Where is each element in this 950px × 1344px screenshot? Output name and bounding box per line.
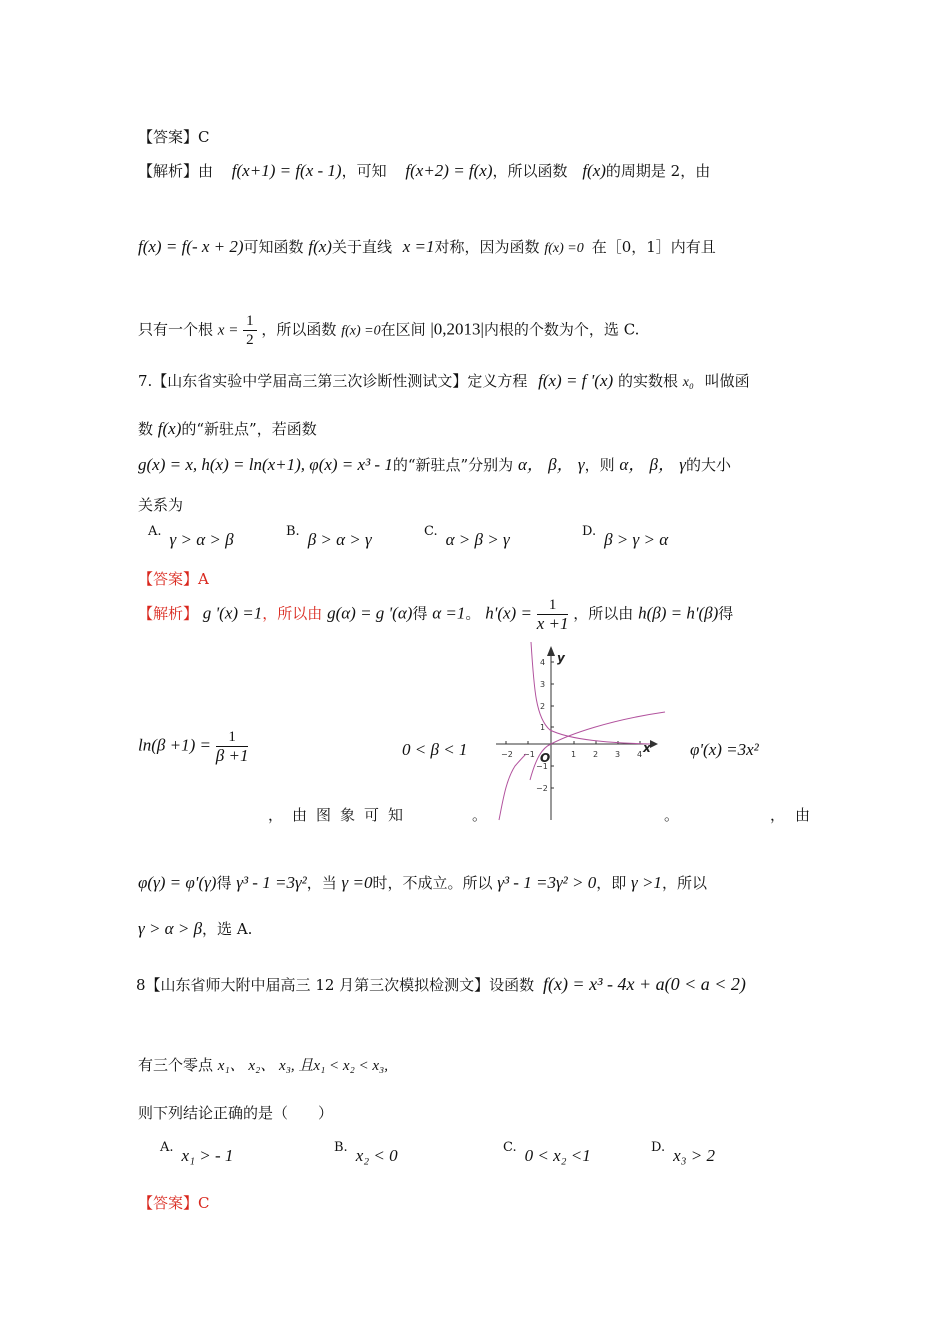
q7-option-b[interactable]: B. β > α > γ	[286, 524, 372, 549]
y-tick-label: 1	[540, 723, 546, 732]
solution-7-line-1: 【解析】 g '(x) =1，所以由 g(α) = g '(α)得 α =1。 h'(x) = $\frac{1}{x +1}$ ，所以由 h(β) = h'(β)得	[138, 597, 734, 633]
y-axis-arrow	[547, 646, 555, 656]
q8-option-a[interactable]: A. x₁ > - 1	[160, 1140, 234, 1165]
fraction-one-over-beta-plus-1: $\frac{1}{\beta +1}$	[215, 729, 249, 765]
solution-7-phi-derivative: φ'(x) =3x²	[690, 740, 759, 759]
question-7-line-1: 7.【山东省实验中学届高三第三次诊断性测试文】定义方程 f(x) = f '(x) 的实数根 x₀ 叫做函	[138, 371, 750, 390]
y-tick-label: 3	[540, 680, 546, 689]
q7-option-a[interactable]: A. γ > α > β	[148, 524, 234, 549]
solution-7-line-2-left: ln(β +1) = $\frac{1}{\beta +1}$	[138, 729, 249, 765]
solution-6-line-2: f(x) = f(- x + 2)可知函数 f(x)关于直线 x =1对称，因为函数 f(x) =0 在［0，1］内有且	[138, 237, 716, 256]
q8-option-d[interactable]: D. x₃ > 2	[651, 1140, 716, 1165]
y-tick-label: −1	[536, 762, 548, 771]
question-8-line-3: 则下列结论正确的是（ ）	[138, 1104, 334, 1122]
question-7-line-2: 数 f(x)的“新驻点”，若函数	[138, 419, 317, 438]
solution-7-line-4: φ(γ) = φ'(γ)得 γ³ - 1 =3γ²，当 γ =0时，不成立。所以 γ³ - 1 =3γ² > 0，即 γ >1，所以	[138, 873, 707, 892]
solution-7-period-1: 。	[472, 806, 488, 824]
origin-label: O	[540, 751, 551, 765]
solution-7-period-2: 。	[664, 806, 680, 824]
y-axis-label: y	[557, 651, 565, 665]
x-tick-label: −2	[501, 750, 513, 759]
x-tick-label: −1	[523, 750, 535, 759]
fraction-one-half: $\frac{1}{2}$	[243, 312, 257, 349]
x-tick-label: 1	[571, 750, 577, 759]
x-tick-label: 4	[637, 750, 643, 759]
question-7-line-4: 关系为	[138, 496, 184, 514]
answer-7: 【答案】A	[138, 570, 209, 588]
x-axis-label: x	[643, 741, 651, 755]
y-tick-label: −2	[536, 784, 548, 793]
y-tick-label: 4	[540, 658, 546, 667]
question-8-line-1: 8【山东省师大附中届高三 12 月第三次模拟检测文】设函数 f(x) = x³ - 4x + a(0 < a < 2)	[136, 974, 746, 994]
solution-6-line-1: 【解析】由 f(x+1) = f(x - 1)，可知 f(x+2) = f(x)，所以函数 f(x)的周期是 2，由	[138, 161, 711, 180]
fraction-one-over-x-plus-1: $\frac{1}{x +1}$	[536, 597, 569, 633]
x-tick-label: 3	[615, 750, 621, 759]
q8-option-b[interactable]: B. x₂ < 0	[334, 1140, 398, 1165]
solution-7-beta-range: 0 < β < 1	[402, 740, 468, 759]
answer-8: 【答案】C	[138, 1194, 210, 1212]
x-tick-label: 2	[593, 750, 599, 759]
y-tick-label: 2	[540, 702, 546, 711]
x-axis-arrow	[650, 740, 658, 748]
solution-6-line-3: 只有一个根 x = $\frac{1}{2}$ ，所以函数 f(x) =0在区间 |0,2013|内根的个数为个，选 C.	[138, 313, 640, 348]
q7-option-c[interactable]: C. α > β > γ	[424, 524, 510, 549]
solution-7-line-3: ，由图象可知	[268, 806, 413, 824]
solution-7-then: ，由	[770, 806, 821, 824]
q8-option-c[interactable]: C. 0 < x₂ <1	[503, 1140, 591, 1165]
function-graph	[490, 640, 680, 822]
question-7-line-3: g(x) = x, h(x) = ln(x+1), φ(x) = x³ - 1的“新驻点”分别为 α， β， γ，则 α， β， γ的大小	[138, 455, 731, 474]
question-8-line-2: 有三个零点 x₁、 x₂、 x₃, 且x₁ < x₂ < x₃,	[138, 1056, 389, 1074]
q7-option-d[interactable]: D. β > γ > α	[582, 524, 669, 549]
answer-6: 【答案】C	[138, 128, 210, 146]
reciprocal-curve-left-branch	[499, 754, 526, 820]
solution-7-line-5: γ > α > β，选 A.	[138, 919, 253, 938]
